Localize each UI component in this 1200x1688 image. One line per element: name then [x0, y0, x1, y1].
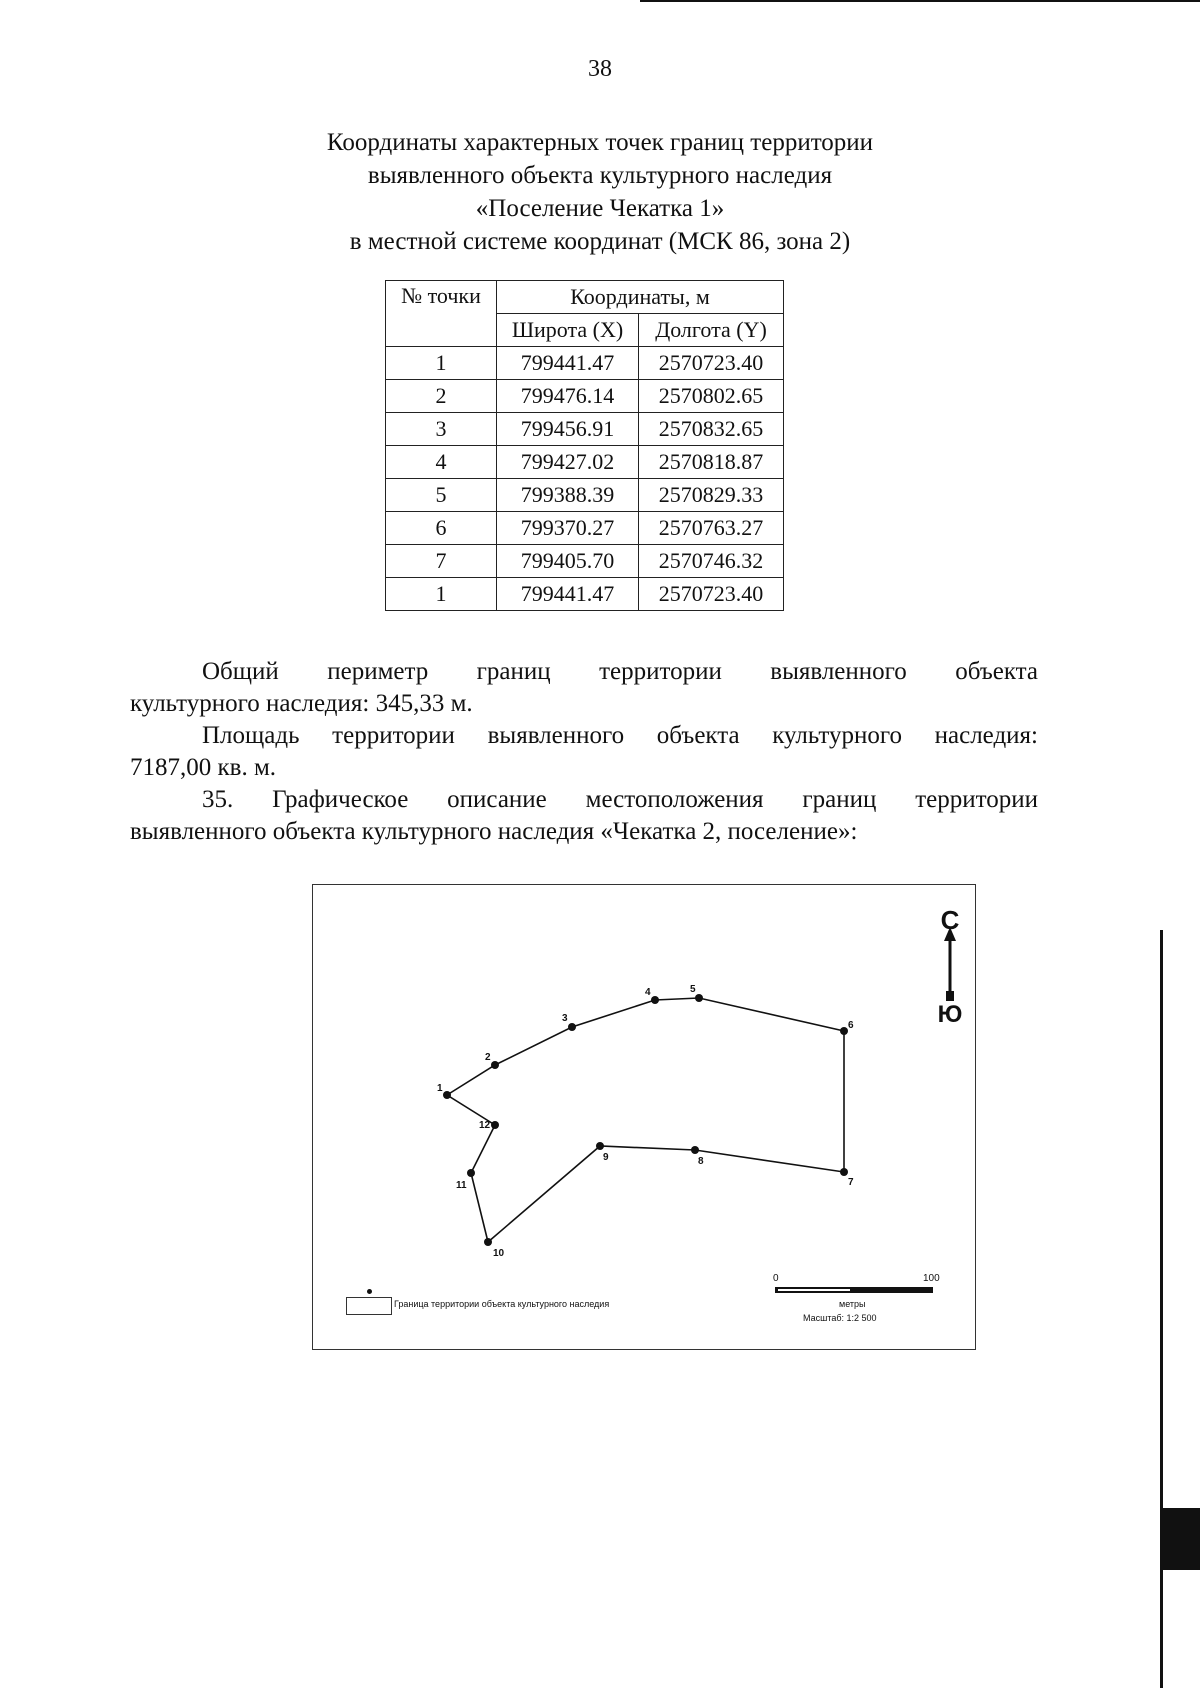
vertex-label-10: 10 — [493, 1248, 505, 1259]
scale-hundred-label: 100 — [923, 1273, 940, 1284]
cell-point: 1 — [386, 347, 497, 380]
cell-point: 3 — [386, 413, 497, 446]
vertex-label-1: 1 — [437, 1083, 443, 1094]
north-label: С — [940, 905, 960, 935]
vertex-4 — [651, 996, 659, 1004]
section-text-1: 35. Графическое описание местоположения границ территории — [202, 786, 1038, 813]
scan-edge-line — [1160, 930, 1163, 1688]
area-text-2: 7187,00 кв. м. — [130, 754, 277, 781]
heading-line-1: Координаты характерных точек границ территории — [326, 129, 874, 156]
legend-point-icon — [367, 1289, 372, 1294]
area-text-1: Площадь территории выявленного объекта культурного наследия: — [202, 722, 1038, 749]
vertex-label-6: 6 — [848, 1020, 854, 1031]
column-header-x: Широта (X) — [497, 314, 639, 347]
perimeter-paragraph — [130, 656, 1038, 720]
vertex-5 — [695, 994, 703, 1002]
table-row — [386, 479, 784, 512]
vertex-label-9: 9 — [603, 1152, 609, 1163]
cell-x: 799405.70 — [497, 545, 639, 578]
cell-point: 4 — [386, 446, 497, 479]
vertex-label-11: 11 — [456, 1180, 467, 1191]
vertex-label-3: 3 — [562, 1013, 568, 1024]
table-row — [386, 578, 784, 611]
cell-y: 2570746.32 — [639, 545, 784, 578]
vertex-9 — [596, 1142, 604, 1150]
scan-edge-mark — [1163, 1508, 1200, 1570]
boundary-vertices — [443, 994, 848, 1246]
cell-point: 1 — [386, 578, 497, 611]
column-header-point: № точки — [386, 281, 497, 347]
perimeter-text-2: культурного наследия: 345,33 м. — [130, 690, 473, 717]
vertex-label-12: 12 — [479, 1120, 491, 1131]
cell-x: 799370.27 — [497, 512, 639, 545]
table-row — [386, 512, 784, 545]
heading-line-4: в местной системе координат (МСК 86, зона 2) — [349, 228, 851, 255]
cell-x: 799388.39 — [497, 479, 639, 512]
vertex-1 — [443, 1091, 451, 1099]
scale-bar — [773, 1273, 953, 1333]
vertex-7 — [840, 1168, 848, 1176]
cell-y: 2570832.65 — [639, 413, 784, 446]
vertex-label-7: 7 — [848, 1177, 854, 1188]
scale-bar-graphic — [775, 1287, 933, 1293]
vertex-label-4: 4 — [645, 987, 651, 998]
cell-x: 799456.91 — [497, 413, 639, 446]
cell-point: 6 — [386, 512, 497, 545]
vertex-10 — [484, 1238, 492, 1246]
scale-unit-label: метры — [839, 1299, 866, 1309]
table-row — [386, 347, 784, 380]
north-indicator — [930, 905, 970, 1035]
vertex-label-5: 5 — [690, 984, 696, 995]
vertex-labels — [437, 984, 854, 1259]
boundary-polygon — [447, 998, 844, 1242]
scan-edge-line — [640, 0, 1200, 2]
column-header-coordinates: Координаты, м — [497, 281, 784, 314]
area-paragraph — [130, 720, 1038, 784]
cell-y: 2570818.87 — [639, 446, 784, 479]
scale-zero-label: 0 — [773, 1273, 779, 1284]
cell-x: 799441.47 — [497, 578, 639, 611]
cell-y: 2570723.40 — [639, 347, 784, 380]
vertex-8 — [691, 1146, 699, 1154]
vertex-label-2: 2 — [485, 1052, 491, 1063]
legend-text: Граница территории объекта культурного наследия — [394, 1299, 610, 1309]
south-label: Ю — [937, 1001, 963, 1028]
section-text-2: выявленного объекта культурного наследия «Чекатка 2, поселение»: — [130, 818, 858, 845]
table-row — [386, 545, 784, 578]
vertex-6 — [840, 1027, 848, 1035]
vertex-12 — [491, 1121, 499, 1129]
cell-y: 2570723.40 — [639, 578, 784, 611]
column-header-y: Долгота (Y) — [639, 314, 784, 347]
scale-ratio-label: Масштаб: 1:2 500 — [803, 1313, 877, 1323]
coordinates-table — [385, 280, 784, 611]
vertex-label-8: 8 — [698, 1156, 704, 1167]
page-number: 38 — [588, 56, 612, 82]
heading-line-2: выявленного объекта культурного наследия — [367, 162, 833, 189]
vertex-3 — [568, 1023, 576, 1031]
document-heading — [0, 126, 1200, 258]
table-row — [386, 446, 784, 479]
boundary-map — [312, 884, 976, 1350]
section-paragraph — [130, 784, 1038, 848]
cell-point: 2 — [386, 380, 497, 413]
cell-x: 799441.47 — [497, 347, 639, 380]
table-row — [386, 380, 784, 413]
cell-x: 799427.02 — [497, 446, 639, 479]
vertex-11 — [467, 1169, 475, 1177]
cell-y: 2570763.27 — [639, 512, 784, 545]
cell-y: 2570829.33 — [639, 479, 784, 512]
vertex-2 — [491, 1061, 499, 1069]
cell-x: 799476.14 — [497, 380, 639, 413]
cell-point: 5 — [386, 479, 497, 512]
cell-point: 7 — [386, 545, 497, 578]
heading-line-3: «Поселение Чекатка 1» — [475, 195, 725, 222]
table-row — [386, 413, 784, 446]
cell-y: 2570802.65 — [639, 380, 784, 413]
perimeter-text-1: Общий периметр границ территории выявленного объекта — [202, 658, 1038, 685]
legend-boundary-icon — [346, 1297, 392, 1315]
